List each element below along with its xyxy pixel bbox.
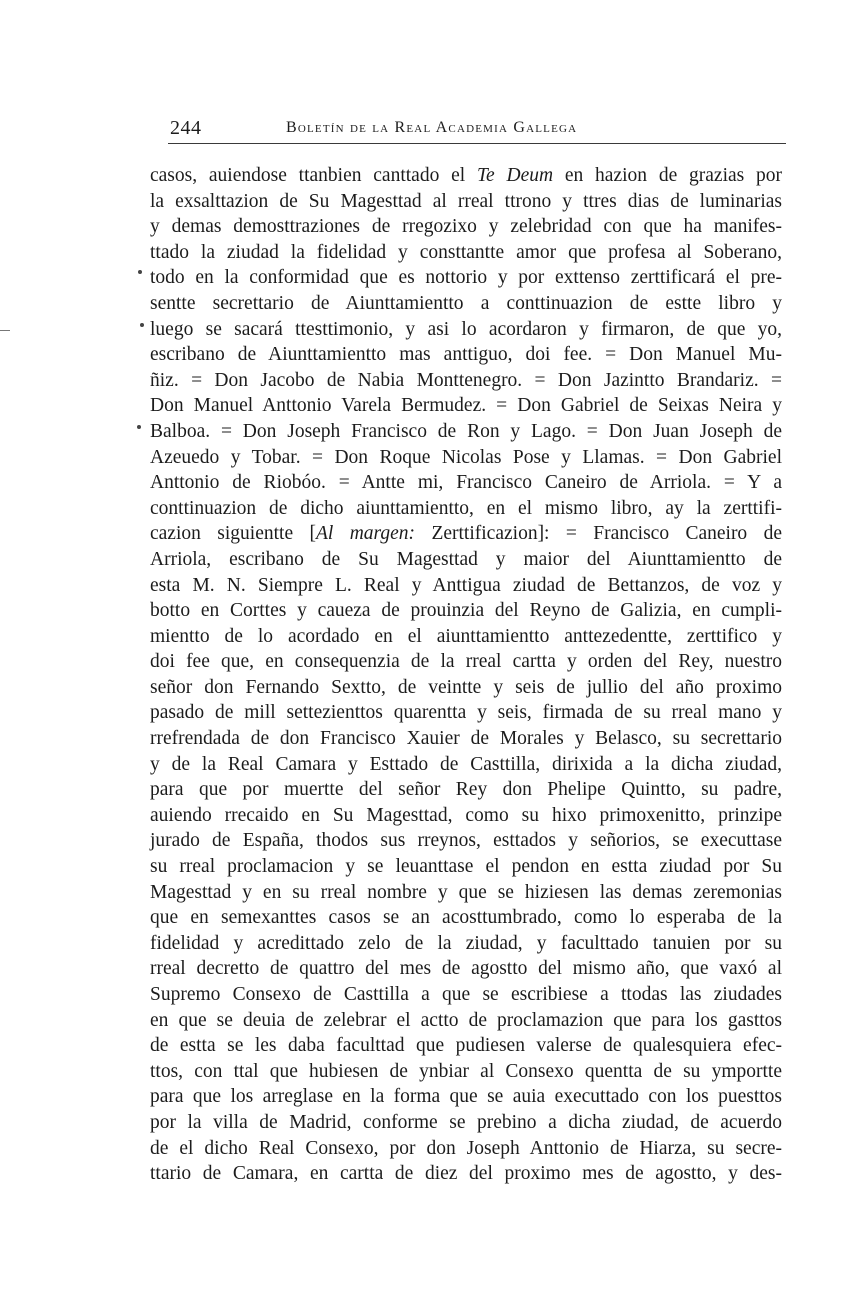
page-header xyxy=(168,113,786,144)
text-line: jurado de España, thodos sus rreynos, esttados y señorios, se executtase xyxy=(150,830,782,852)
text-line: que en semexanttes casos se an acosttumbrado, como lo esperaba de la xyxy=(150,907,782,929)
text-line: Don Manuel Anttonio Varela Bermudez. = Don Gabriel de Seixas Neira y xyxy=(150,395,782,417)
text-line: cazion siguientte [Al margen: Zerttificazion]: = Francisco Caneiro de xyxy=(150,523,782,545)
text-line: por la villa de Madrid, conforme se prebino a dicha ziudad, de acuerdo xyxy=(150,1111,782,1133)
text-line: ttario de Camara, en cartta de diez del proximo mes de agostto, y des- xyxy=(150,1163,782,1185)
margin-dot xyxy=(138,270,142,274)
margin-dot xyxy=(137,425,141,429)
text-line: y de la Real Camara y Esttado de Casttilla, dirixida a la dicha ziudad, xyxy=(150,753,782,775)
text-line: todo en la conformidad que es nottorio y por exttenso zerttificará el pre- xyxy=(150,267,782,289)
page-number: 244 xyxy=(170,117,202,139)
text-line: rreal decretto de quattro del mes de agostto del mismo año, que vaxó al xyxy=(150,958,782,980)
text-line: Magesttad y en su rreal nombre y que se hiziesen las demas zeremonias xyxy=(150,881,782,903)
text-line: pasado de mill settezienttos quarentta y seis, firmada de su rreal mano y xyxy=(150,702,782,724)
text-line: ttado la ziudad la fidelidad y consttantte amor que profesa al Soberano, xyxy=(150,241,782,263)
text-line: botto en Corttes y caueza de prouinzia del Reyno de Galizia, en cumpli- xyxy=(150,600,782,622)
text-line: sentte secrettario de Aiunttamientto a conttinuazion de estte libro y xyxy=(150,292,782,314)
text-line: para que por muertte del señor Rey don Phelipe Quintto, su padre, xyxy=(150,779,782,801)
text-line: rrefrendada de don Francisco Xauier de Morales y Belasco, su secrettario xyxy=(150,728,782,750)
text-line: Supremo Consexo de Casttilla a que se escribiese a ttodas las ziudades xyxy=(150,984,782,1005)
text-line: Arriola, escribano de Su Magesttad y maior del Aiunttamientto de xyxy=(150,548,782,570)
text-line: Balboa. = Don Joseph Francisco de Ron y Lago. = Don Juan Joseph de xyxy=(150,420,782,442)
text-line: Anttonio de Riobóo. = Antte mi, Francisco Caneiro de Arriola. = Y a xyxy=(150,472,782,494)
text-line: señor don Fernando Sextto, de veintte y seis de jullio del año proximo xyxy=(150,676,782,698)
text-line: ñiz. = Don Jacobo de Nabia Monttenegro. = Don Jazintto Brandariz. = xyxy=(150,369,782,391)
text-line: fidelidad y acredittado zelo de la ziudad, y faculttado tanuien por su xyxy=(150,932,782,954)
text-line: conttinuazion de dicho aiunttamientto, en el mismo libro, ay la zerttifi- xyxy=(150,497,782,519)
text-line: la exsalttazion de Su Magesttad al rreal ttrono y ttres dias de luminarias xyxy=(150,190,782,212)
text-line: y demas demosttraziones de rregozixo y zelebridad con que ha manifes- xyxy=(150,216,782,238)
text-line: para que los arreglase en la forma que se auia executtado con los puesttos xyxy=(150,1086,782,1108)
text-line: ttos, con ttal que hubiesen de ynbiar al Consexo quentta de su ymportte xyxy=(150,1060,782,1082)
text-line: escribano de Aiunttamientto mas anttiguo, doi fee. = Don Manuel Mu- xyxy=(150,344,782,366)
scan-edge-mark xyxy=(0,330,10,331)
text-line: luego se sacará ttesttimonio, y asi lo acordaron y firmaron, de que yo, xyxy=(150,318,782,340)
running-title: Boletín de la Real Academia Gallega xyxy=(286,119,578,136)
margin-dot xyxy=(140,323,144,327)
text-line: doi fee que, en consequenzia de la rreal cartta y orden del Rey, nuestro xyxy=(150,651,782,673)
text-line: Azeuedo y Tobar. = Don Roque Nicolas Pose y Llamas. = Don Gabriel xyxy=(150,446,782,468)
text-line: casos, auiendose ttanbien canttado el Te Deum en hazion de grazias por xyxy=(150,165,783,186)
text-line: de el dicho Real Consexo, por don Joseph Anttonio de Hiarza, su secre- xyxy=(150,1137,782,1159)
text-line: esta M. N. Siempre L. Real y Anttigua ziudad de Bettanzos, de voz y xyxy=(150,574,782,596)
text-line: auiendo rrecaido en Su Magesttad, como su hixo primoxenitto, prinzipe xyxy=(150,804,782,826)
text-line: su rreal proclamacion y se leuanttase el pendon en estta ziudad por Su xyxy=(150,856,782,878)
body-text xyxy=(150,163,782,1187)
text-line: mientto de lo acordado en el aiunttamientto anttezedentte, zerttifico y xyxy=(150,625,782,647)
text-line: de estta se les daba faculttad que pudiesen valerse de qualesquiera efec- xyxy=(150,1035,782,1057)
text-line: en que se deuia de zelebrar el actto de proclamazion que para los gasttos xyxy=(150,1009,782,1031)
